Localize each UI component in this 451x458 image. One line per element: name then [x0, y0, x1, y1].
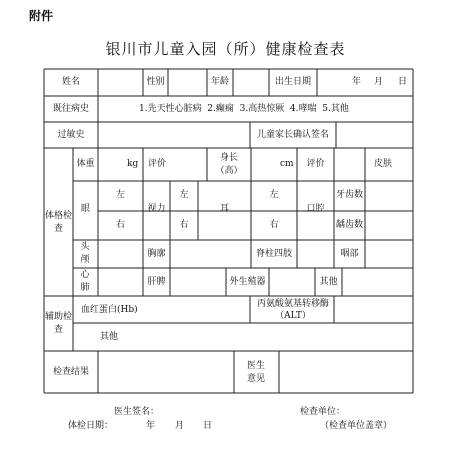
- parent-signature-label: 儿童家长确认签名: [256, 130, 329, 140]
- exam-date-day: 日: [203, 421, 213, 431]
- genitals-label: 外生殖器: [229, 277, 266, 287]
- form-title: 银川市儿童入园（所）健康检查表: [105, 40, 346, 58]
- eye-label: 眼: [80, 204, 90, 214]
- exam-unit-label: 检查单位：: [300, 407, 346, 417]
- doctor-signature-label: 医生签名：: [114, 407, 160, 417]
- exam-date-label: 体检日期：: [68, 421, 114, 431]
- ear-left-label: 左: [269, 190, 279, 200]
- eye-left-label: 左: [115, 190, 125, 200]
- doctor-opinion-label: 医生意见: [246, 361, 265, 384]
- hemoglobin-label: 血红蛋白(Hb): [81, 305, 138, 315]
- medical-history-label: 既往病史: [52, 104, 89, 114]
- aux-other-label: 其他: [100, 332, 119, 342]
- teeth-count-label: 牙齿数: [335, 190, 363, 200]
- exam-other-label: 其他: [319, 277, 338, 287]
- aux-exam-section: 辅助检查: [45, 312, 73, 335]
- height-assessment-label: 评价: [306, 159, 325, 169]
- name-label: 姓名: [61, 77, 80, 87]
- skin-label: 皮肤: [373, 159, 392, 169]
- birth-month-label: 月: [374, 77, 384, 87]
- birth-year-label: 年: [352, 77, 362, 87]
- alt-label: 丙氨酸氨基转移酶（ALT）: [256, 299, 329, 321]
- mouth-label: 口腔: [306, 204, 325, 214]
- allergy-history-label: 过敏史: [57, 130, 85, 140]
- ear-right-label: 右: [269, 220, 279, 230]
- vision-left-label: 左: [179, 190, 189, 200]
- caries-count-label: 龋齿数: [335, 220, 363, 230]
- eye-right-label: 右: [115, 220, 125, 230]
- exam-date-year: 年: [146, 421, 156, 431]
- ear-label: 耳: [219, 204, 229, 214]
- weight-unit: kg: [127, 159, 139, 169]
- medical-history-options: 1.先天性心脏病 2.癫痫 3.高热惊厥 4.哮喘 5.其他: [139, 104, 349, 114]
- chest-label: 胸廓: [147, 249, 166, 259]
- height-unit: cm: [280, 159, 294, 169]
- physical-exam-section: 体格检查: [45, 211, 73, 234]
- weight-assessment-label: 评价: [147, 159, 166, 169]
- height-label: 身长（高）: [215, 153, 243, 176]
- exam-result-label: 检查结果: [52, 367, 89, 377]
- gender-label: 性别: [146, 77, 165, 87]
- spine-limbs-label: 脊柱四肢: [255, 249, 292, 259]
- pharynx-label: 咽部: [340, 249, 359, 259]
- liver-spleen-label: 肝脾: [147, 277, 166, 287]
- exam-unit-stamp-label: （检查单位盖章）: [320, 421, 393, 431]
- heart-lung-label: 心肺: [80, 270, 90, 293]
- birth-date-label: 出生日期: [274, 77, 311, 87]
- weight-label: 体重: [76, 159, 95, 169]
- birth-day-label: 日: [398, 77, 408, 87]
- exam-date-month: 月: [175, 421, 185, 431]
- head-neck-label: 头颅: [80, 242, 90, 265]
- vision-label: 视力: [147, 204, 166, 214]
- vision-right-label: 右: [179, 220, 189, 230]
- age-label: 年龄: [210, 77, 229, 87]
- attachment-label: 附件: [29, 9, 54, 23]
